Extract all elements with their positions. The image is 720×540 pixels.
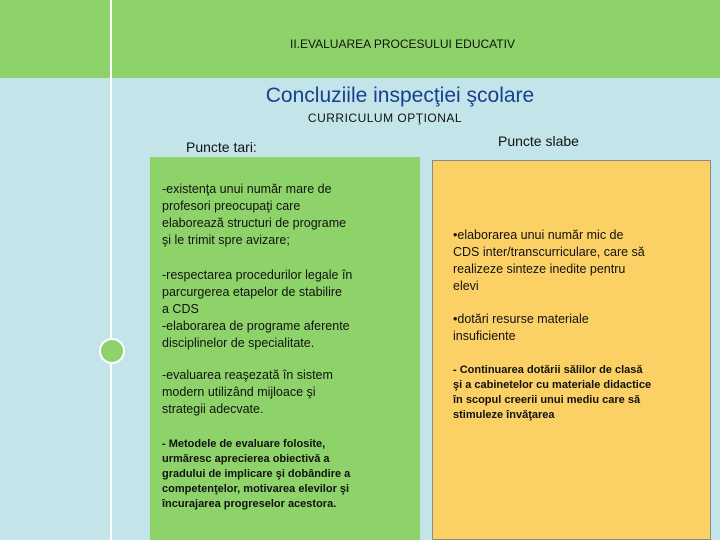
text-line: -evaluarea reaşezată în sistem <box>162 368 333 382</box>
text-line: gradului de implicare şi dobândire a <box>162 468 351 480</box>
strength-item <box>162 181 346 249</box>
header-divider-line <box>110 0 112 78</box>
text-line: -elaborarea de programe aferente <box>162 319 350 333</box>
text-line: insuficiente <box>453 329 516 343</box>
text-line: -existenţa unui număr mare de <box>162 182 332 196</box>
strength-item <box>162 367 333 418</box>
text-line: şi a cabinetelor cu materiale didactice <box>453 379 652 391</box>
text-line: a CDS <box>162 302 199 316</box>
text-line: şi le trimit spre avizare; <box>162 233 290 247</box>
text-line: •dotări resurse materiale <box>453 312 589 326</box>
strength-item <box>162 437 350 512</box>
slide-title: Concluziile inspecţiei şcolare <box>265 84 535 107</box>
text-line: -respectarea procedurilor legale în <box>162 268 353 282</box>
text-line: parcurgerea etapelor de stabilire <box>162 285 342 299</box>
strengths-panel <box>150 157 420 540</box>
strengths-heading: Puncte tari: <box>186 139 257 155</box>
decorative-vertical-line <box>110 78 112 540</box>
text-line: - Metodele de evaluare folosite, <box>162 438 326 450</box>
text-line: stimuleze învăţarea <box>453 409 555 421</box>
text-line: disciplinelor de specialitate. <box>162 336 315 350</box>
text-line: CDS inter/transcurriculare, care să <box>453 245 645 259</box>
text-line: strategii adecvate. <box>162 402 264 416</box>
decorative-circle <box>99 338 125 364</box>
slide-subtitle: CURRICULUM OPŢIONAL <box>307 111 463 125</box>
text-line: - Continuarea dotării sălilor de clasă <box>453 364 643 376</box>
text-line: încurajarea progreselor acestora. <box>162 498 337 510</box>
text-line: elaborează structuri de programe <box>162 216 347 230</box>
weakness-item <box>453 311 589 345</box>
text-line: elevi <box>453 279 479 293</box>
section-header: II.EVALUAREA PROCESULUI EDUCATIV <box>290 37 515 51</box>
text-line: modern utilizând mijloace şi <box>162 385 316 399</box>
text-line: în scopul creerii unui mediu care să <box>453 394 641 406</box>
weaknesses-heading: Puncte slabe <box>498 133 579 149</box>
text-line: •elaborarea unui număr mic de <box>453 228 624 242</box>
strength-item <box>162 267 352 352</box>
weaknesses-panel <box>432 160 711 540</box>
text-line: realizeze sinteze inedite pentru <box>453 262 626 276</box>
weakness-item <box>453 227 645 295</box>
text-line: competenţelor, motivarea elevilor şi <box>162 483 350 495</box>
weakness-item <box>453 363 651 423</box>
text-line: urmăresc aprecierea obiectivă a <box>162 453 330 465</box>
text-line: profesori preocupaţi care <box>162 199 301 213</box>
